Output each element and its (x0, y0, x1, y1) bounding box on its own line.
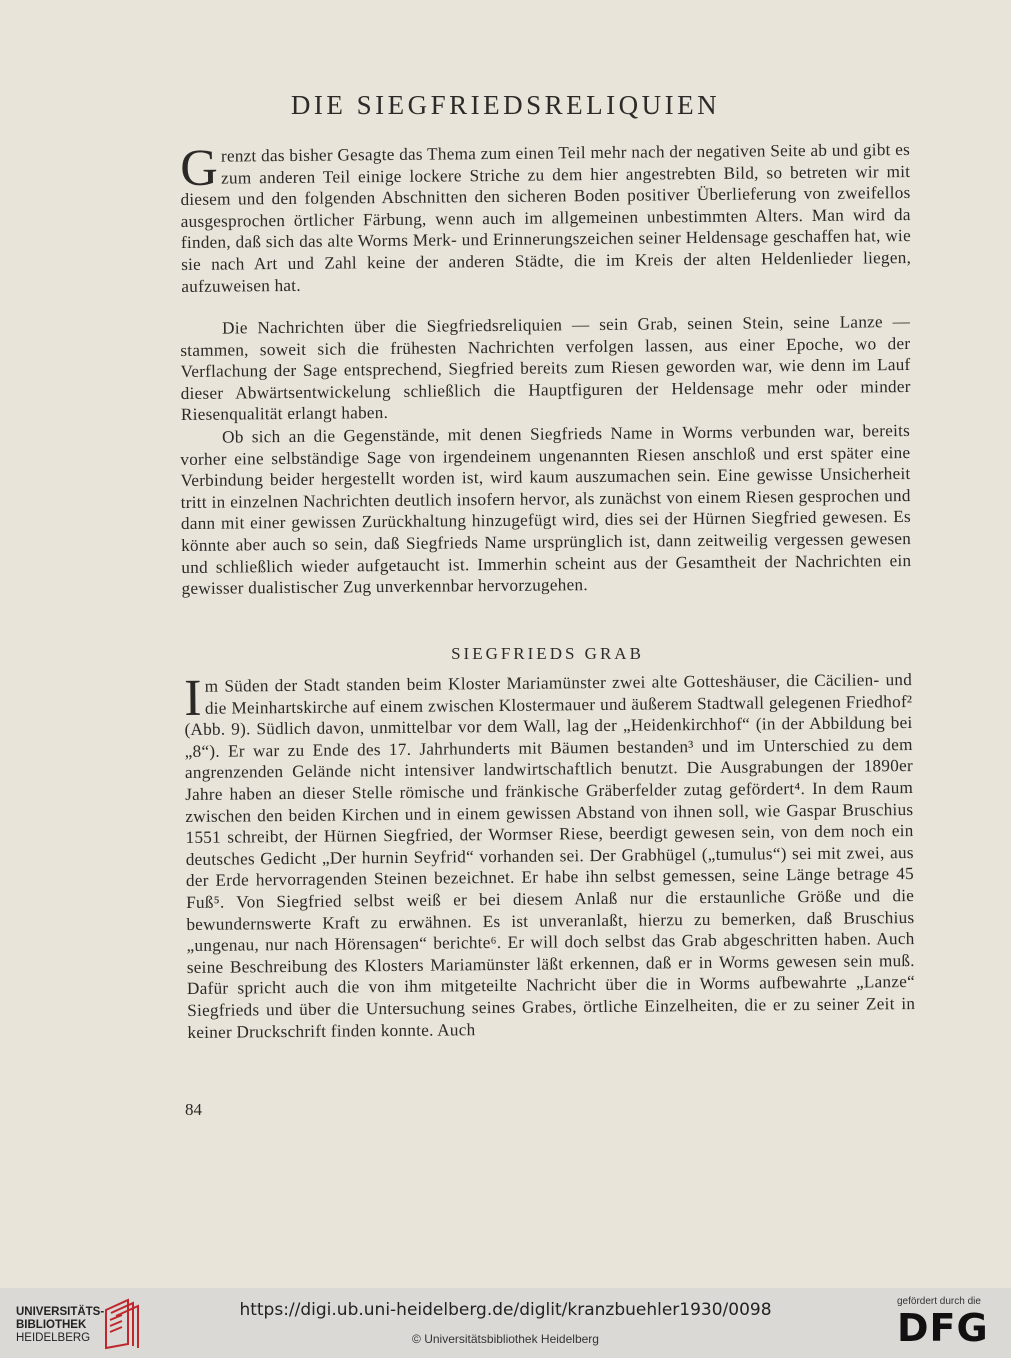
paragraph-text: renzt das bisher Gesagte das Thema zum einen Teil mehr nach der negativen Seite ab und gibt es zum anderen Teil einige lockere Striche zu dem hier angestrebten Bild, so betreten wir mit diesem und den folgenden Abschnitten den sicheren Boden positiver Überlieferung von zweifellos ausgesprochen örtlicher Färbung, wenn auch im allgemeinen unbestimmten Alters. Man wird da finden, daß sich das alte Worms Merk- und Erinnerungszeichen seiner Heldensage geschaffen hat, wie sie nach Art und Zahl keine der anderen Städte, die im Kreis der alten Heldenlieder liegen, aufzuweisen hat. (180, 139, 912, 296)
sponsor-label: gefördert durch die (897, 1296, 981, 1307)
library-name-line: UNIVERSITÄTS- (16, 1306, 105, 1318)
library-name-line: BIBLIOTHEK (16, 1319, 87, 1331)
library-name-line: HEIDELBERG (16, 1332, 91, 1344)
page-number: 84 (185, 1100, 202, 1119)
viewer-footer (0, 1288, 1011, 1358)
paragraph-grave (184, 669, 915, 1043)
paragraph-intro (180, 139, 911, 297)
dropcap: G (179, 139, 219, 197)
paragraph-dualism: Ob sich an die Gegenstände, mit denen Siegfrieds Name in Worms verbunden war, bereits vorher eine selbständige Sage von irgendeinem ungenannten Riesen anschloß und erst später eine Verbindung beider hergestellt worden ist, wird kaum auszumachen sein. Eine gewisse Unsicherheit tritt in einzelnen Nachrichten deutlich insofern hervor, als zunächst von einem Riesen gesprochen und dann mit einer gewissen Zurückhaltung hinzugefügt wird, dies sei der Hürnen Siegfried gewesen. Es könnte aber auch so sein, daß Siegfrieds Name ursprünglich ist, dann zeitweilig vergessen gewesen und schließlich wieder aufgetaucht ist. Immerhin scheint aus der Gesamtheit der Nachrichten ein gewisser dualistischer Zug unverkennbar hervorzugehen. (180, 420, 912, 599)
paragraph-relics: Die Nachrichten über die Siegfriedsreliquien — sein Grab, seinen Stein, seine Lanze — stammen, soweit sich die frühesten Nachrichten verfolgen lassen, aus einer Epoche, wo der Verflachung der Sage entsprechend, Siegfried bereits zum Riesen geworden war, wie denn im Lauf dieser Abwärtsentwickelung schließlich die Hauptfiguren der Heldensage mehr oder minder Riesenqualität erlangt haben. (180, 311, 911, 425)
paragraph-text: m Süden der Stadt standen beim Kloster Mariamünster zwei alte Gotteshäuser, die Cäcilien- und die Meinhartskirche auf einem zwischen Klostermauer und äußerem Stadtwall gelegenen Friedhof² (Abb. 9). Südlich davon, unmittelbar vor dem Wall, lag der „Heidenkirchhof“ (in der Abbildung bei „8“). Er war zu Ende des 17. Jahrhunderts mit Bäumen bestanden³ und im Unterschied zu dem angrenzenden Gelände nicht intensiver landwirtschaftlich benutzt. Die Ausgrabungen der 1890er Jahre haben an dieser Stelle römische und fränkische Gräberfelder zutag gefördert⁴. In dem Raum zwischen den beiden Kirchen und in einem gewissen Abstand von ihnen soll, wie Gaspar Bruschius 1551 schreibt, der Hürnen Siegfried, der Wormser Riese, beerdigt gewesen sein, von dem noch ein deutsches Gedicht „Der hurnin Seyfrid“ vorhanden sei. Der Grabhügel („tumulus“) sei mit zwei, aus der Erde hervorragenden Steinen bezeichnet. Er habe ihn selbst gemessen, seine Länge betrage 45 Fuß⁵. Von Siegfried selbst weiß er bei diesem Anlaß nur die erstaunliche Größe und die bewundernswerte Kraft zu erwähnen. Es ist unveranlaßt, hierzu zu bemerken, daß Bruschius „ungenau, nur nach Hörensagen“ berichte⁶. Er will doch selbst das Grab abgeschritten haben. Auch seine Beschreibung des Klosters Mariamünster läßt erkennen, daß er in Worms gewesen sein muß. Dafür spricht auch die von ihm mitgeteilte Nachricht über die in Worms aufbewahrte „Lanze“ Siegfrieds und über die Untersuchung seines Grabes, örtliche Einzelheiten, die er zu seiner Zeit in keiner Druckschrift finden konnte. Auch (184, 670, 916, 1042)
dropcap: I (183, 669, 203, 727)
dfg-logo[interactable]: DFG (897, 1306, 989, 1350)
page-heading: DIE SIEGFRIEDSRELIQUIEN (290, 90, 721, 120)
section-heading: SIEGFRIEDS GRAB (451, 644, 644, 663)
permalink-url[interactable]: https://digi.ub.uni-heidelberg.de/diglit/kranzbuehler1930/0098 (239, 1300, 772, 1320)
copyright-notice: © Universitätsbibliothek Heidelberg (412, 1332, 599, 1346)
